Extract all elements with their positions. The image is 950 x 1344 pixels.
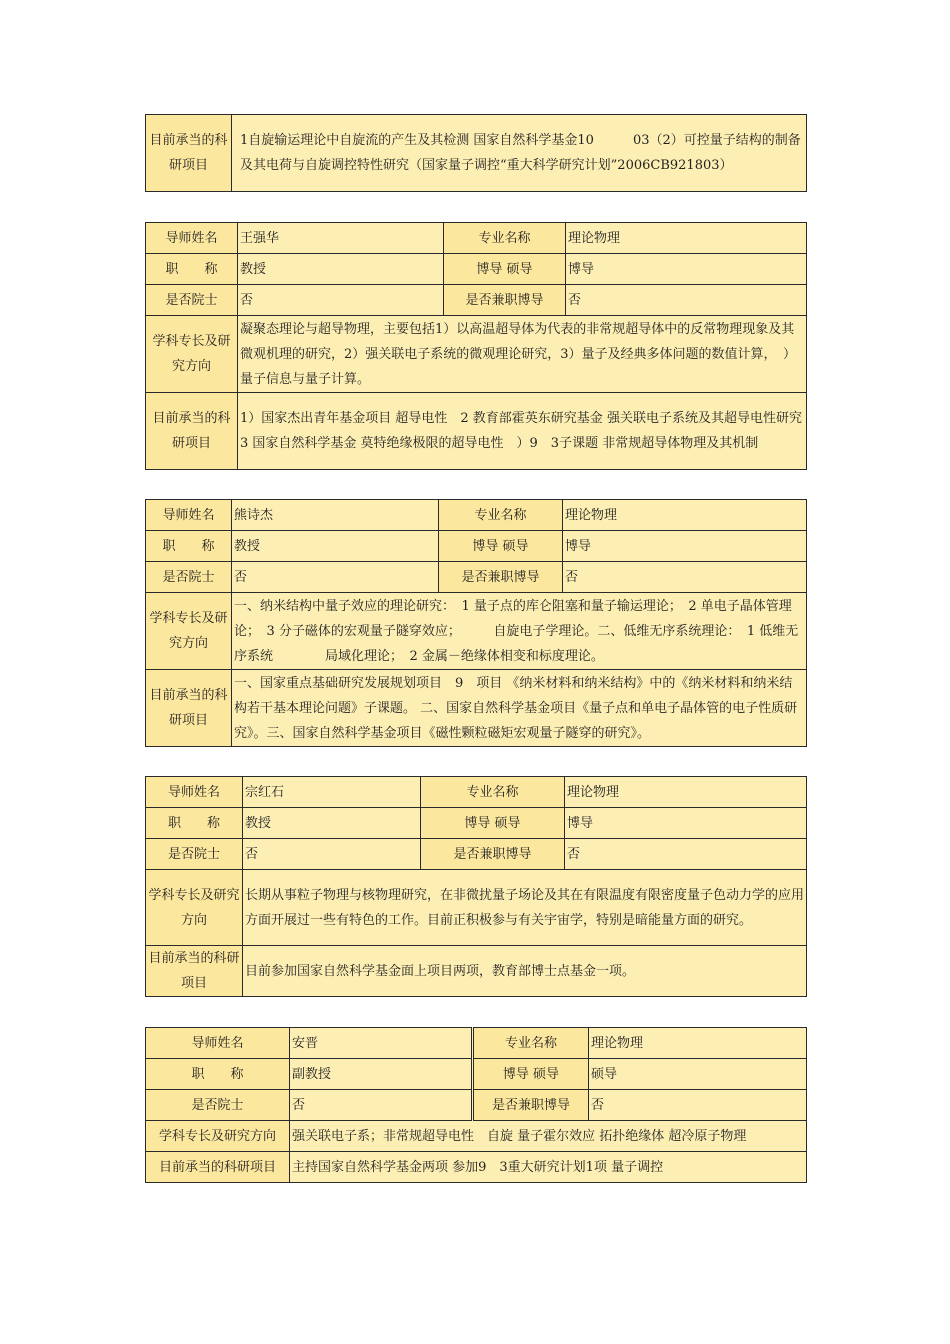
advisor-table-3 <box>145 776 807 997</box>
project-table-top <box>145 114 807 192</box>
projects-value: 一、国家重点基础研究发展规划项目 9 项目 《纳米材料和纳米结构》中的《纳米材料和纳米结构若干基本理论问题》子课题。 二、国家自然科学基金项目《量子点和单电子晶体管的电子性质研究》。三、国家自然科学基金项目《磁性颗粒磁矩宏观量子隧穿的研究》。 <box>232 670 807 747</box>
projects-value: 目前参加国家自然科学基金面上项目两项，教育部博士点基金一项。 <box>243 946 807 997</box>
parttime-value: 否 <box>566 285 807 316</box>
parttime-value: 否 <box>589 1090 807 1121</box>
field-value: 一、纳米结构中量子效应的理论研究： 1 量子点的库仑阻塞和量子输运理论； 2 单电子晶体管理论； 3 分子磁体的宏观量子隧穿效应； 自旋电子学理论。二、低维无序系统理论： 1 低维无序系统 局域化理论； 2 金属－绝缘体相变和标度理论。 <box>232 593 807 670</box>
academician-value: 否 <box>238 285 444 316</box>
title-label: 职 称 <box>146 1059 290 1090</box>
title-value: 教授 <box>232 531 439 562</box>
degree-value: 博导 <box>566 254 807 285</box>
name-label: 导师姓名 <box>146 500 232 531</box>
advisor-table-2 <box>145 499 807 747</box>
projects-label: 目前承当的科研项目 <box>146 670 232 747</box>
parttime-label: 是否兼职博导 <box>439 562 563 593</box>
field-label: 学科专长及研究方向 <box>146 316 238 393</box>
advisor-name: 王强华 <box>238 223 444 254</box>
title-value: 教授 <box>238 254 444 285</box>
title-label: 职 称 <box>146 531 232 562</box>
name-label: 导师姓名 <box>146 1028 290 1059</box>
academician-label: 是否院士 <box>146 839 243 870</box>
name-label: 导师姓名 <box>146 777 243 808</box>
field-value: 强关联电子系；非常规超导电性 自旋 量子霍尔效应 拓扑绝缘体 超冷原子物理 <box>290 1121 807 1152</box>
projects-value: 1）国家杰出青年基金项目 超导电性 2 教育部霍英东研究基金 强关联电子系统及其超导电性研究 3 国家自然科学基金 莫特绝缘极限的超导电性 ）9 3子课题 非常规超导体物理及其机制 <box>238 393 807 470</box>
academician-label: 是否院士 <box>146 562 232 593</box>
major-value: 理论物理 <box>566 223 807 254</box>
parttime-label: 是否兼职博导 <box>444 285 566 316</box>
degree-label: 博导 硕导 <box>473 1059 589 1090</box>
projects-value: 主持国家自然科学基金两项 参加9 3重大研究计划1项 量子调控 <box>290 1152 807 1183</box>
academician-value: 否 <box>290 1090 473 1121</box>
project-value: 1自旋输运理论中自旋流的产生及其检测 国家自然科学基金10 03（2）可控量子结构的制备及其电荷与自旋调控特性研究（国家量子调控“重大科学研究计划”2006CB921803） <box>232 115 807 192</box>
major-label: 专业名称 <box>439 500 563 531</box>
degree-value: 硕导 <box>589 1059 807 1090</box>
title-value: 副教授 <box>290 1059 473 1090</box>
academician-label: 是否院士 <box>146 1090 290 1121</box>
title-label: 职 称 <box>146 808 243 839</box>
major-value: 理论物理 <box>589 1028 807 1059</box>
parttime-label: 是否兼职博导 <box>421 839 565 870</box>
projects-label: 目前承当的科研项目 <box>146 393 238 470</box>
academician-label: 是否院士 <box>146 285 238 316</box>
advisor-table-1 <box>145 222 815 470</box>
advisor-table-4 <box>145 1027 807 1183</box>
major-label: 专业名称 <box>444 223 566 254</box>
title-label: 职 称 <box>146 254 238 285</box>
field-label: 学科专长及研究方向 <box>146 593 232 670</box>
academician-value: 否 <box>232 562 439 593</box>
field-label: 学科专长及研究方向 <box>146 870 243 946</box>
major-value: 理论物理 <box>565 777 807 808</box>
title-value: 教授 <box>243 808 421 839</box>
parttime-value: 否 <box>565 839 807 870</box>
projects-label: 目前承当的科研项目 <box>146 1152 290 1183</box>
academician-value: 否 <box>243 839 421 870</box>
major-label: 专业名称 <box>473 1028 589 1059</box>
advisor-name: 宗红石 <box>243 777 421 808</box>
field-value: 凝聚态理论与超导物理，主要包括1）以高温超导体为代表的非常规超导体中的反常物理现象及其微观机理的研究，2）强关联电子系统的微观理论研究，3）量子及经典多体问题的数值计算， ）量子信息与量子计算。 <box>238 316 807 393</box>
degree-label: 博导 硕导 <box>439 531 563 562</box>
name-label: 导师姓名 <box>146 223 238 254</box>
field-label: 学科专长及研究方向 <box>146 1121 290 1152</box>
project-label: 目前承当的科研项目 <box>146 115 232 192</box>
field-value: 长期从事粒子物理与核物理研究，在非微扰量子场论及其在有限温度有限密度量子色动力学的应用方面开展过一些有特色的工作。目前正积极参与有关宇宙学，特别是暗能量方面的研究。 <box>243 870 807 946</box>
parttime-label: 是否兼职博导 <box>473 1090 589 1121</box>
degree-value: 博导 <box>563 531 807 562</box>
degree-label: 博导 硕导 <box>421 808 565 839</box>
degree-value: 博导 <box>565 808 807 839</box>
major-value: 理论物理 <box>563 500 807 531</box>
advisor-name: 安晋 <box>290 1028 473 1059</box>
major-label: 专业名称 <box>421 777 565 808</box>
degree-label: 博导 硕导 <box>444 254 566 285</box>
parttime-value: 否 <box>563 562 807 593</box>
advisor-name: 熊诗杰 <box>232 500 439 531</box>
projects-label: 目前承当的科研项目 <box>146 946 243 997</box>
